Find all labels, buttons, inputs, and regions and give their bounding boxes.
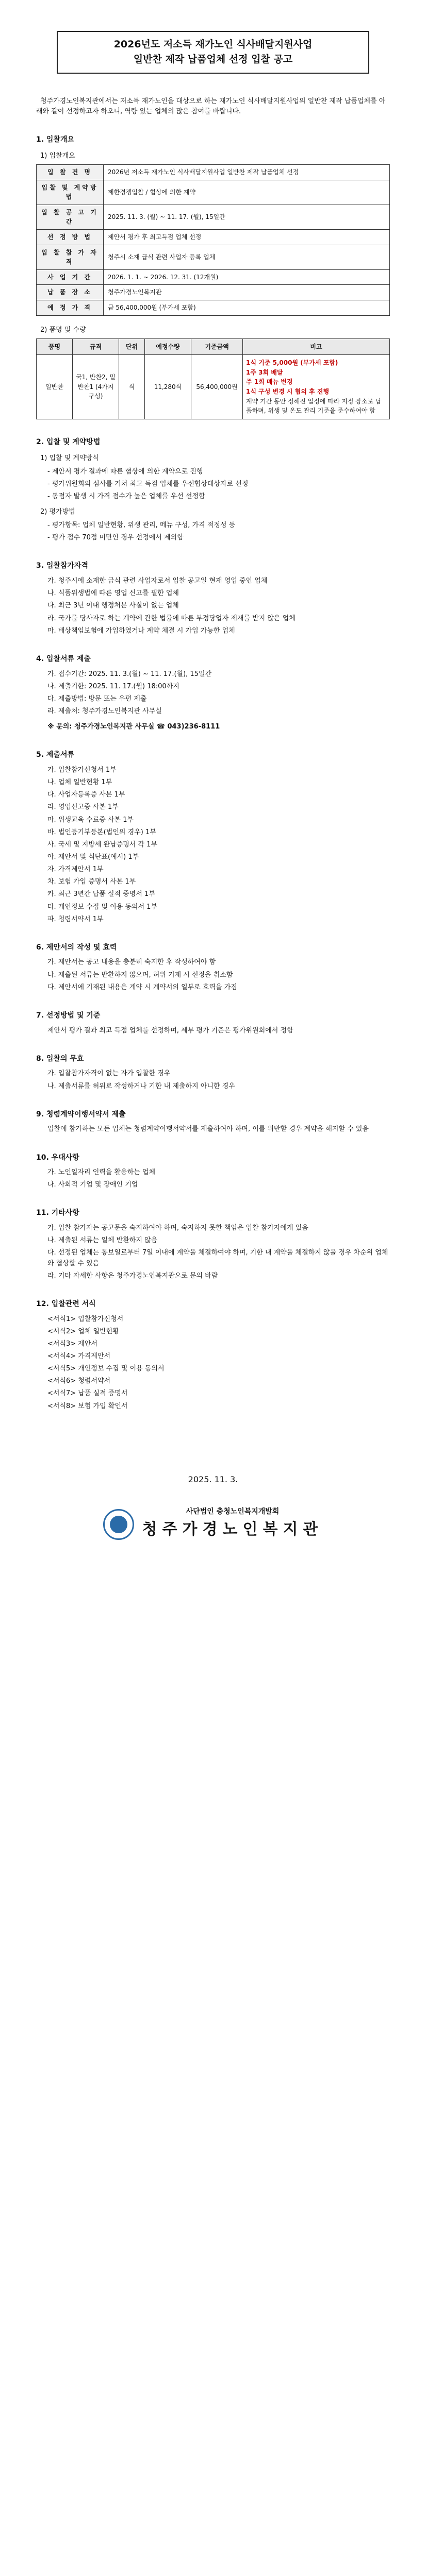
menu-red-note: 주 1회 메뉴 변경: [246, 378, 293, 386]
list-item: 가. 접수기간: 2025. 11. 3.(월) ~ 11. 17.(월), 15일간: [47, 670, 212, 678]
overview-key: 입 찰 건 명: [37, 164, 104, 180]
section-7-title: 7. 선정방법 및 기준: [36, 1011, 101, 1020]
list-item: 나. 제출된 서류는 일체 반환하지 않음: [47, 1236, 158, 1245]
overview-row: [37, 205, 390, 229]
list-item: 나. 제출서류를 허위로 작성하거나 기한 내 제출하지 아니한 경우: [47, 1082, 235, 1090]
list-item: 바. 법인등기부등본(법인의 경우) 1부: [47, 828, 156, 836]
overview-key: 납 품 장 소: [37, 285, 104, 300]
section-12-title: 12. 입찰관련 서식: [36, 1299, 96, 1308]
list-item: 타. 개인정보 수집 및 이용 동의서 1부: [47, 903, 158, 911]
section-1-sub-2: 2) 품명 및 수량: [40, 326, 86, 334]
list-item: 가. 입찰 참가자는 공고문을 숙지하여야 하며, 숙지하지 못한 책임은 입찰 참가자에게 있음: [47, 1224, 308, 1232]
list-item: - 평가 점수 70점 미만인 경우 선정에서 제외함: [47, 534, 184, 542]
list-item: 파. 청렴서약서 1부: [47, 915, 104, 923]
menu-header-row: [37, 338, 390, 355]
section-1-title: 1. 입찰개요: [36, 135, 75, 144]
section-2-sub-1: 1) 입찰 및 계약방식: [40, 454, 99, 462]
list-item: - 평가항목: 업체 일반현황, 위생 관리, 메뉴 구성, 가격 적정성 등: [47, 521, 236, 530]
overview-row: [37, 269, 390, 285]
section-6-title: 6. 제안서의 작성 및 효력: [36, 943, 117, 952]
organization-logo-icon: [103, 1509, 134, 1540]
list-item: 사. 국세 및 지방세 완납증명서 각 1부: [47, 840, 158, 849]
issuer-org: 사단법인 충청노인복지개발회: [186, 1507, 280, 1516]
section-11-items: [36, 1223, 390, 1281]
list-item: <서식1> 입찰참가신청서: [47, 1315, 124, 1323]
issuer-name: 청주가경노인복지관: [142, 1520, 323, 1539]
list-item: 가. 노인일자리 인력을 활용하는 업체: [47, 1168, 156, 1177]
section-3-items: [36, 576, 390, 636]
list-item: 나. 제출기한: 2025. 11. 17.(월) 18:00까지: [47, 682, 179, 690]
overview-value: 제한경쟁입찰 / 협상에 의한 계약: [104, 180, 390, 205]
title-line-1: 2026년도 저소득 재가노인 식사배달지원사업: [113, 39, 313, 50]
list-item: 다. 제출방법: 방문 또는 우편 제출: [47, 694, 147, 703]
overview-row: [37, 180, 390, 205]
overview-key: 입찰 및 계약방법: [37, 180, 104, 205]
overview-value: 금 56,400,000원 (부가세 포함): [104, 300, 390, 315]
list-item: 나. 식품위생법에 따른 영업 신고를 필한 업체: [47, 589, 179, 598]
overview-value: 2026. 1. 1. ~ 2026. 12. 31. (12개월): [104, 269, 390, 285]
menu-cell-amount: 56,400,000원: [191, 355, 243, 419]
menu-header-note: 비고: [243, 338, 390, 355]
list-item: 다. 선정된 업체는 통보일로부터 7일 이내에 계약을 체결하여야 하며, 기한 내 계약을 체결하지 않을 경우 차순위 업체와 협상할 수 있음: [47, 1249, 388, 1267]
list-item: 가. 제안서는 공고 내용을 충분히 숙지한 후 작성하여야 함: [47, 958, 216, 967]
overview-key: 선 정 방 법: [37, 229, 104, 245]
section-9-title: 9. 청렴계약이행서약서 제출: [36, 1110, 126, 1118]
section-3-title: 3. 입찰참가자격: [36, 562, 89, 570]
section-10-items: [36, 1167, 390, 1190]
list-item: <서식7> 납품 실적 증명서: [47, 1389, 128, 1398]
section-2-items-2: [36, 520, 390, 543]
section-12-items: [36, 1314, 390, 1412]
title-line-2: 일반찬 제작 납품업체 선정 입찰 공고: [133, 54, 293, 65]
menu-note-price: 1식 기준 5,000원 (부가세 포함): [246, 359, 338, 367]
list-item: <서식6> 청렴서약서: [47, 1377, 111, 1385]
menu-row: [37, 355, 390, 419]
menu-header-unit: 단위: [119, 338, 145, 355]
section-7-text: 제안서 평가 결과 최고 득점 업체를 선정하며, 세부 평가 기준은 평가위원회에서 정함: [47, 1026, 293, 1035]
list-item: 다. 최근 3년 이내 행정처분 사실이 없는 업체: [47, 602, 179, 610]
overview-key: 사 업 기 간: [37, 269, 104, 285]
menu-header-qty: 예정수량: [145, 338, 191, 355]
list-item: 나. 업체 일반현황 1부: [47, 778, 112, 787]
menu-header-spec: 규격: [73, 338, 119, 355]
menu-table: [36, 338, 390, 419]
menu-cell-qty: 11,280식: [145, 355, 191, 419]
overview-value: 청주시 소재 급식 관련 사업자 등록 업체: [104, 245, 390, 269]
issuer-block: [89, 1506, 337, 1541]
overview-key: 예 정 가 격: [37, 300, 104, 315]
list-item: <서식4> 가격제안서: [47, 1352, 111, 1360]
overview-table: [36, 164, 390, 316]
list-item: 마. 배상책임보험에 가입하였거나 계약 체결 시 가입 가능한 업체: [47, 626, 235, 635]
overview-key: 입 찰 공 고 기 간: [37, 205, 104, 229]
section-2-items: [36, 467, 390, 502]
list-item: 다. 제안서에 기재된 내용은 계약 시 계약서의 일부로 효력을 가짐: [47, 983, 237, 991]
menu-note-detail: 계약 기간 동안 정해진 일정에 따라 지정 장소로 납품하며, 위생 및 온도 관리 기준을 준수하여야 함: [246, 397, 382, 415]
list-item: - 평가위원회의 심사를 거쳐 최고 득점 업체를 우선협상대상자로 선정: [47, 480, 249, 488]
menu-header-name: 품명: [37, 338, 73, 355]
list-item: 나. 사회적 기업 및 장애인 기업: [47, 1181, 138, 1189]
list-item: 라. 기타 자세한 사항은 청주가경노인복지관으로 문의 바람: [47, 1272, 218, 1280]
section-2-sub-2: 2) 평가방법: [40, 508, 75, 516]
list-item: 라. 국가를 당사자로 하는 계약에 관한 법률에 따른 부정당업자 제재를 받지 않은 업체: [47, 614, 296, 622]
list-item: 마. 위생교육 수료증 사본 1부: [47, 816, 134, 824]
overview-key: 입 찰 참 가 자 격: [37, 245, 104, 269]
overview-row: [37, 300, 390, 315]
announcement-date: 2025. 11. 3.: [188, 1474, 238, 1484]
menu-header-amount: 기준금액: [191, 338, 243, 355]
list-item: 나. 제출된 서류는 반환하지 않으며, 허위 기재 시 선정을 취소함: [47, 971, 233, 979]
announcement-title: [57, 31, 369, 74]
logo-mark: [110, 1516, 127, 1533]
section-4-title: 4. 입찰서류 제출: [36, 654, 91, 663]
list-item: 라. 영업신고증 사본 1부: [47, 803, 119, 811]
section-2-title: 2. 입찰 및 계약방법: [36, 437, 101, 446]
menu-red-note: 1식 구성 변경 시 협의 후 진행: [246, 388, 329, 396]
overview-value: 2026년 저소득 재가노인 식사배달지원사업 일반찬 제작 납품업체 선정: [104, 164, 390, 180]
overview-value: 2025. 11. 3. (월) ~ 11. 17. (월), 15일간: [104, 205, 390, 229]
list-item: 가. 청주시에 소재한 급식 관련 사업자로서 입찰 공고일 현재 영업 중인 업체: [47, 577, 268, 585]
list-item: 아. 제안서 및 식단표(예시) 1부: [47, 853, 139, 861]
list-item: 자. 가격제안서 1부: [47, 866, 104, 874]
contact-info: ※ 문의: 청주가경노인복지관 사무실 ☎ 043)236-8111: [47, 723, 220, 731]
section-11-title: 11. 기타사항: [36, 1209, 79, 1217]
section-5-title: 5. 제출서류: [36, 751, 75, 759]
section-8-items: [36, 1069, 390, 1091]
overview-row: [37, 285, 390, 300]
overview-value: 제안서 평가 후 최고득점 업체 선정: [104, 229, 390, 245]
menu-red-note: 1주 3회 배달: [246, 368, 283, 376]
section-6-items: [36, 957, 390, 992]
list-item: 라. 제출처: 청주가경노인복지관 사무실: [47, 707, 162, 715]
overview-row: [37, 245, 390, 269]
menu-cell-spec: 국1, 반찬2, 밑반찬1 (4가지 구성): [73, 355, 119, 419]
overview-value: 청주가경노인복지관: [104, 285, 390, 300]
section-5-items: [36, 765, 390, 925]
list-item: 가. 입찰참가자격이 없는 자가 입찰한 경우: [47, 1070, 171, 1078]
list-item: 차. 보험 가입 증명서 사본 1부: [47, 878, 136, 886]
section-9-text: 입찰에 참가하는 모든 업체는 청렴계약이행서약서를 제출하여야 하며, 이를 위반할 경우 계약을 해지할 수 있음: [47, 1125, 369, 1133]
menu-cell-note: [243, 355, 390, 419]
section-4-items: [36, 669, 390, 717]
issuer-names: [142, 1506, 323, 1541]
section-1-sub-1: 1) 입찰개요: [40, 151, 75, 160]
menu-cell-unit: 식: [119, 355, 145, 419]
list-item: 다. 사업자등록증 사본 1부: [47, 791, 125, 799]
overview-row: [37, 164, 390, 180]
list-item: <서식2> 업체 일반현황: [47, 1327, 119, 1335]
section-10-title: 10. 우대사항: [36, 1153, 79, 1162]
overview-row: [37, 229, 390, 245]
list-item: 가. 입찰참가신청서 1부: [47, 766, 117, 774]
list-item: - 제안서 평가 결과에 따른 협상에 의한 계약으로 진행: [47, 467, 203, 476]
list-item: 카. 최근 3년간 납품 실적 증명서 1부: [47, 890, 155, 899]
list-item: - 동점자 발생 시 가격 점수가 높은 업체를 우선 선정함: [47, 492, 205, 500]
list-item: <서식5> 개인정보 수집 및 이용 동의서: [47, 1365, 165, 1373]
intro-paragraph: 청주가경노인복지관에서는 저소득 재가노인을 대상으로 하는 재가노인 식사배달지원사업의 일반찬 제작 납품업체를 아래와 같이 선정하고자 하오니, 역량 있는 업체의 많은 참여를 바랍니다.: [36, 97, 386, 116]
section-8-title: 8. 입찰의 무효: [36, 1054, 84, 1063]
list-item: <서식8> 보험 가입 확인서: [47, 1402, 128, 1410]
list-item: <서식3> 제안서: [47, 1340, 97, 1348]
menu-cell-name: 일반찬: [37, 355, 73, 419]
